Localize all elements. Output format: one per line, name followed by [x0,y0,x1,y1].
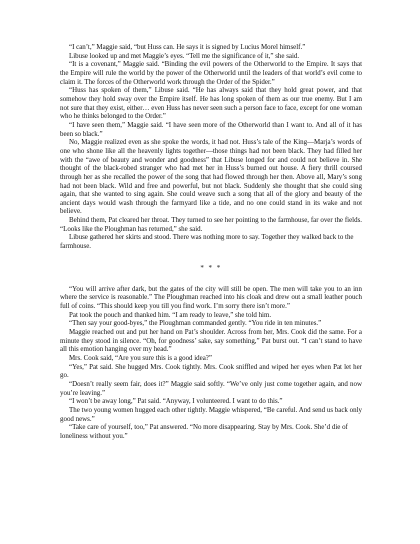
paragraph: “Yes,” Pat said. She hugged Mrs. Cook tightly. Mrs. Cook sniffled and wiped her eyes when Pat let her go. [60,362,362,380]
paragraph: Libuse gathered her skirts and stood. There was nothing more to say. Together they walked back to the farmhouse. [60,233,354,251]
paragraph: Pat took the pouch and thanked him. “I am ready to leave,” she told him. [69,310,272,319]
paragraph: Libuse looked up and met Maggie’s eyes. “Tell me the significance of it,” she said. [69,51,300,60]
paragraph: “It is a covenant,” Maggie said. “Binding the evil powers of the Otherworld to the Empire. It says that the Empire will rule the world by the power of the Otherworld until the leaders of that world’s evil come to claim it. The forces of the Otherworld work through the Order of the Spider.” [60,60,362,86]
paragraph: “I won’t be away long,” Pat said. “Anyway, I volunteered. I want to do this.” [69,397,283,406]
paragraph: Maggie reached out and put her hand on Pat’s shoulder. Across from her, Mrs. Cook did the same. For a minute they stood in silence. “Oh, for goodness’ sake, say something,” Pat burst out. “I can’t stand to have all this emotion hanging over my head.” [60,328,362,354]
paragraph: “Doesn’t really seem fair, does it?” Maggie said softly. “We’ve only just come together again, and now you’re leaving.” [60,379,362,397]
paragraph: The two young women hugged each other tightly. Maggie whispered, “Be careful. And send us back only good news.” [60,405,362,423]
paragraph: Mrs. Cook said, “Are you sure this is a good idea?” [69,354,212,362]
section-after-break [60,285,362,441]
section-break: * * * [200,263,222,272]
paragraph: “I can’t,” Maggie said, “but Huss can. He says it is signed by Lucius Morel himself.” [69,43,306,51]
paragraph: “I have seen them,” Maggie said. “I have seen more of the Otherworld than I want to. And all of it has been so black.” [60,120,362,138]
paragraph: Behind them, Pat cleared her throat. They turned to see her pointing to the farmhouse, far over the fields. “Looks like the Ploughman has returned,” she said. [60,216,362,233]
book-page [60,43,362,441]
paragraph: “Then say your good-byes,” the Ploughman commanded gently. “You ride in ten minutes.” [69,319,322,328]
paragraph: “Take care of yourself, too,” Pat answered. “No more disappearing. Stay by Mrs. Cook. She’d die of loneliness without you.” [60,423,348,440]
paragraph: “Huss has spoken of them,” Libuse said. “He has always said that they hold great power, and that somehow they hold sway over the Empire itself. He has long spoken of them as our true enemy. But I am not sure that they exist, either… even Huss has never seen such a person face to face, except for one woman who he thinks belonged to the Order.” [60,86,362,121]
paragraph: “You will arrive after dark, but the gates of the city will still be open. The men will take you to an inn where the service is reasonable.” The Ploughman reached into his cloak and drew out a small leather pouch full of coins. “This should keep you till you find work. I’m sorry there isn’t more.” [60,284,362,311]
section-before-break [60,43,362,251]
paragraph: No, Maggie realized even as she spoke the words, it had not. Huss’s tale of the King—Marja’s words of one who shone like all the heavenly lights together—those things had not been black. They had filled her with the “awe of beauty and wonder and goodness” that Libuse longed for and could not believe in. She thought of the black-robed stranger who had met her in Huss’s burned out house. A fiery thrill coursed through her as she recalled the power of the song that had flowed through her then. Above all, Mary’s song had not been black. Wild and free and powerful, but not black. Suddenly she thought that she could sing again, that she wanted to sing again. She could weave such a song that all of the glory and beauty of the ancient days would wash through the farmyard like a tide, and no one could stand in its wake and not believe. [60,138,362,216]
